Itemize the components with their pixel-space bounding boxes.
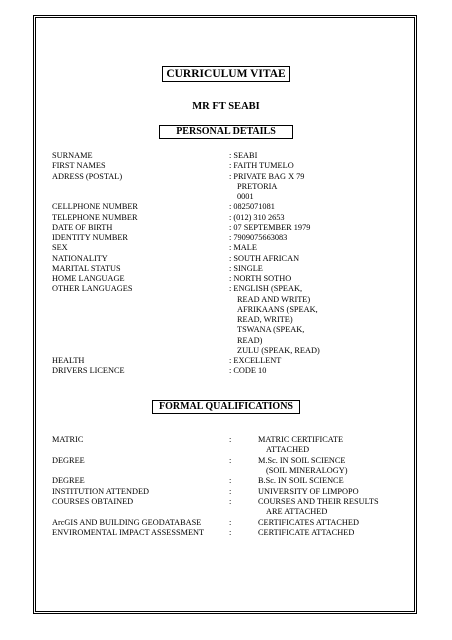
qualification-value: M.Sc. IN SOIL SCIENCE — [258, 455, 346, 465]
qualification-value: UNIVERSITY OF LIMPOPO — [258, 486, 359, 496]
personal-detail-row — [0, 365, 452, 376]
detail-value: : EXCELLENT — [229, 356, 282, 365]
detail-value: 0001 — [237, 192, 254, 201]
qualification-label: ENVIROMENTAL IMPACT ASSESSMENT — [52, 528, 205, 538]
detail-value: TSWANA (SPEAK, — [237, 325, 305, 335]
detail-label: MARITAL STATUS — [52, 263, 121, 273]
detail-value: READ AND WRITE) — [237, 294, 311, 304]
detail-value: READ) — [237, 335, 263, 345]
detail-value: : SEABI — [229, 151, 258, 160]
qualification-value: MATRIC CERTIFICATE — [258, 435, 344, 444]
qualification-label: DEGREE — [52, 455, 85, 465]
detail-label: DRIVERS LICENCE — [52, 366, 125, 376]
detail-value: : FAITH TUMELO — [229, 161, 294, 171]
detail-label: OTHER LANGUAGES — [52, 284, 133, 294]
detail-value: : 0825071081 — [229, 202, 275, 212]
qualification-colon: : — [229, 517, 232, 527]
detail-label: NATIONALITY — [52, 253, 108, 263]
detail-label: ADRESS (POSTAL) — [52, 171, 123, 181]
qualification-colon: : — [229, 476, 232, 486]
qualification-value: B.Sc. IN SOIL SCIENCE — [258, 476, 344, 486]
detail-label: SURNAME — [52, 151, 93, 160]
detail-value: : SINGLE — [229, 263, 263, 273]
candidate-name: MR FT SEABI — [192, 101, 260, 112]
qualification-value: ARE ATTACHED — [266, 507, 328, 517]
detail-value: : SOUTH AFRICAN — [229, 253, 300, 263]
personal-details-heading: PERSONAL DETAILS — [159, 125, 293, 139]
qualification-value: COURSES AND THEIR RESULTS — [258, 497, 379, 507]
detail-value: : 07 SEPTEMBER 1979 — [229, 222, 311, 232]
detail-value: : PRIVATE BAG X 79 — [229, 171, 305, 181]
qualification-value: CERTIFICATE ATTACHED — [258, 528, 355, 538]
qualification-colon: : — [229, 497, 232, 507]
qualification-label: DEGREE — [52, 476, 85, 486]
detail-value: ZULU (SPEAK, READ) — [237, 345, 320, 355]
detail-value: : (012) 310 2653 — [229, 212, 285, 222]
qualification-row — [0, 506, 452, 517]
detail-label: FIRST NAMES — [52, 161, 106, 171]
detail-value: : NORTH SOTHO — [229, 274, 292, 283]
detail-label: SEX — [52, 243, 68, 253]
detail-label: HEALTH — [52, 356, 85, 365]
detail-label: TELEPHONE NUMBER — [52, 212, 138, 222]
qualification-row — [0, 527, 452, 538]
qualification-row — [0, 444, 452, 455]
qualification-colon: : — [229, 435, 232, 444]
qualification-row — [0, 496, 452, 507]
qualification-colon: : — [229, 486, 232, 496]
detail-label: HOME LANGUAGE — [52, 274, 125, 283]
qualification-colon: : — [229, 528, 232, 538]
qualification-value: (SOIL MINERALOGY) — [266, 466, 348, 476]
qualification-value: ATTACHED — [266, 445, 310, 455]
qualification-colon: : — [229, 455, 232, 465]
qualification-row — [0, 465, 452, 476]
detail-value: PRETORIA — [237, 181, 278, 191]
detail-value: AFRIKAANS (SPEAK, — [237, 304, 318, 314]
qualification-row — [0, 434, 452, 445]
qualification-row — [0, 486, 452, 497]
detail-label: CELLPHONE NUMBER — [52, 202, 138, 212]
qualification-row — [0, 455, 452, 466]
formal-qualifications-heading: FORMAL QUALIFICATIONS — [152, 400, 300, 414]
document-title: CURRICULUM VITAE — [162, 66, 290, 82]
qualification-value: CERTIFICATES ATTACHED — [258, 517, 359, 527]
detail-label: DATE OF BIRTH — [52, 222, 113, 232]
detail-value: : CODE 10 — [229, 366, 267, 376]
detail-value: : ENGLISH (SPEAK, — [229, 284, 303, 294]
qualification-label: COURSES OBTAINED — [52, 497, 134, 507]
qualification-row — [0, 475, 452, 486]
qualification-row — [0, 517, 452, 528]
detail-value: : 7909075663083 — [229, 233, 288, 242]
detail-label: IDENTITY NUMBER — [52, 233, 128, 242]
qualification-label: MATRIC — [52, 435, 84, 444]
qualification-label: INSTITUTION ATTENDED — [52, 486, 150, 496]
qualification-label: ArcGIS AND BUILDING GEODATABASE — [52, 517, 202, 527]
detail-value: READ, WRITE) — [237, 315, 293, 324]
detail-value: : MALE — [229, 243, 257, 253]
